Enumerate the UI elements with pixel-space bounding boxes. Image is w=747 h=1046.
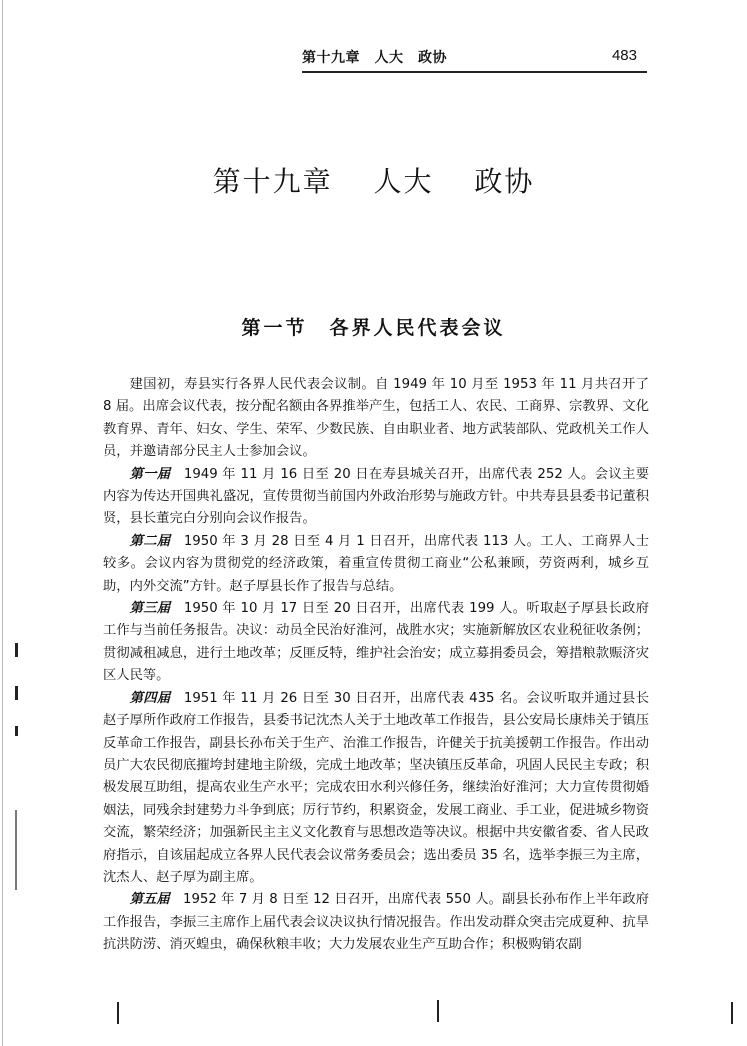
running-header-title: 第十九章 人大 政协	[302, 50, 447, 66]
session-text: 1952 年 7 月 8 日至 12 日召开，出席代表 550 人。副县长孙布作上半年政府工作报告，李振三主席作上届代表会议决议执行情况报告。作出发动群众突击完成夏种、抗旱抗洪防涝、消灭蝗虫，确保秋粮丰收；大力发展农业生产互助合作；积极购销农副	[103, 892, 649, 953]
session-paragraph	[103, 688, 649, 890]
session-text: 1949 年 11 月 16 日至 20 日在寿县城关召开，出席代表 252 人。会议主要内容为传达开国典礼盛况，宣传贯彻当前国内外政治形势与施政方针。中共寿县县委书记董积贤，县长董完白分别向会议作报告。	[103, 466, 649, 527]
intro-paragraph: 建国初，寿县实行各界人民代表会议制。自 1949 年 10 月至 1953 年 11 月共召开了 8 届。出席会议代表，按分配名额由各界推举产生，包括工人、农民、工商界、宗教界、文化教育界、青年、妇女、学生、荣军、少数民族、自由职业者、地方武装部队、党政机关工作人员，并邀请部分民主人士参加会议。	[103, 377, 649, 460]
scan-mark	[15, 726, 18, 736]
session-term: 第二届	[129, 533, 171, 549]
session-term: 第一届	[129, 466, 171, 482]
scan-mark	[15, 810, 17, 890]
scan-mark	[731, 1002, 733, 1024]
session-term: 第三届	[129, 601, 171, 617]
session-term: 第五届	[129, 892, 170, 908]
session-paragraph	[103, 531, 649, 598]
running-header	[302, 47, 647, 73]
session-text: 1950 年 3 月 28 日至 4 月 1 日召开，出席代表 113 人。工人、工商界人士较多。会议内容为贯彻党的经济政策，着重宣传贯彻工商业“公私兼顾，劳资两利，城乡互助，内外交流”方针。赵子厚县长作了报告与总结。	[103, 533, 649, 594]
session-paragraph	[103, 598, 649, 688]
section-title: 第一节 各界人民代表会议	[241, 317, 506, 339]
session-paragraph	[103, 889, 649, 956]
chapter-title: 第十九章 人大 政协	[212, 165, 535, 198]
session-term: 第四届	[129, 690, 171, 706]
page-number: 483	[611, 47, 637, 64]
scan-edge-line	[2, 0, 3, 1046]
scan-mark	[15, 686, 18, 700]
session-text: 1950 年 10 月 17 日至 20 日召开，出席代表 199 人。听取赵子厚县长政府工作与当前任务报告。决议：动员全民治好淮河，战胜水灾；实施新解放区农业税征收条例；贯彻减租减息，进行土地改革；反匪反特，维护社会治安；成立募捐委员会，筹措粮款赈济灾区人民等。	[103, 601, 649, 684]
session-paragraph	[103, 464, 649, 531]
scan-mark	[117, 1002, 119, 1024]
body-text	[103, 374, 649, 957]
session-text: 1951 年 11 月 26 日至 30 日召开，出席代表 435 名。会议听取并通过县长赵子厚所作政府工作报告，县委书记沈杰人关于土地改革工作报告，县公安局长康炜关于镇压反革命工作报告，副县长孙布关于生产、治淮工作报告，许健关于抗美援朝工作报告。作出动员广大农民彻底摧垮封建地主阶级，完成土地改革；坚决镇压反革命，巩固人民民主专政；积极发展互助组，提高农业生产水平；完成农田水利兴修任务，继续治好淮河；大力宣传贯彻婚姻法，同残余封建势力斗争到底；厉行节约，积累资金，发展工商业、手工业，促进城乡物资交流，繁荣经济；加强新民主主义文化教育与思想改造等决议。根据中共安徽省委、省人民政府指示，自该届起成立各界人民代表会议常务委员会；选出委员 35 名，选举李振三为主席，沈杰人、赵子厚为副主席。	[103, 690, 649, 885]
scan-mark	[437, 1000, 439, 1022]
scan-mark	[15, 643, 18, 657]
